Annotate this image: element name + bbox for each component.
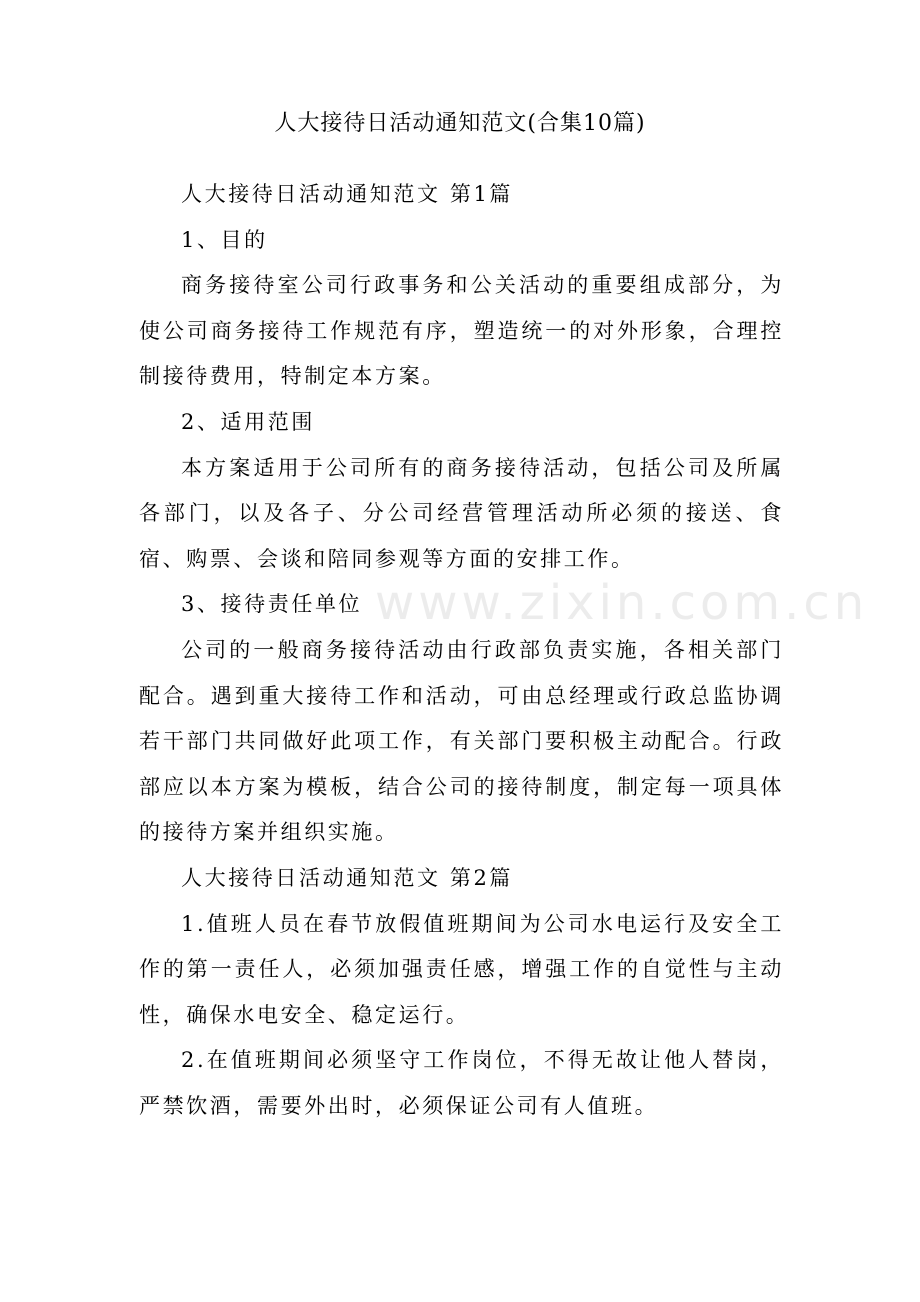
watermark: www.zixin.com.cn <box>375 575 869 631</box>
section-heading-1: 人大接待日活动通知范文 第1篇 <box>181 182 514 206</box>
item-heading-purpose: 1、目的 <box>181 227 268 252</box>
document-title: 人大接待日活动通知范文(合集10篇) <box>274 111 646 136</box>
paragraph-duty-2: 2.在值班期间必须坚守工作岗位，不得无故让他人替岗，严禁饮酒，需要外出时，必须保证公司有人值班。 <box>139 1048 784 1118</box>
paragraph-scope: 本方案适用于公司所有的商务接待活动，包括公司及所属各部门，以及各子、分公司经营管理活动所必须的接送、食宿、购票、会谈和陪同参观等方面的安排工作。 <box>139 455 784 571</box>
paragraph-responsibility: 公司的一般商务接待活动由行政部负责实施，各相关部门配合。遇到重大接待工作和活动，可由总经理或行政总监协调若干部门共同做好此项工作，有关部门要积极主动配合。行政部应以本方案为模板，结合公司的接待制度，制定每一项具体的接待方案并组织实施。 <box>139 637 784 845</box>
section-heading-2: 人大接待日活动通知范文 第2篇 <box>181 865 514 890</box>
item-heading-scope: 2、适用范围 <box>181 409 315 434</box>
paragraph-duty-1: 1.值班人员在春节放假值班期间为公司水电运行及安全工作的第一责任人，必须加强责任感，增强工作的自觉性与主动性，确保水电安全、稳定运行。 <box>139 911 784 1027</box>
paragraph-purpose: 商务接待室公司行政事务和公关活动的重要组成部分，为使公司商务接待工作规范有序，塑造统一的对外形象，合理控制接待费用，特制定本方案。 <box>139 273 784 389</box>
document-body <box>139 172 784 1129</box>
item-heading-responsibility: 3、接待责任单位 <box>181 592 363 617</box>
